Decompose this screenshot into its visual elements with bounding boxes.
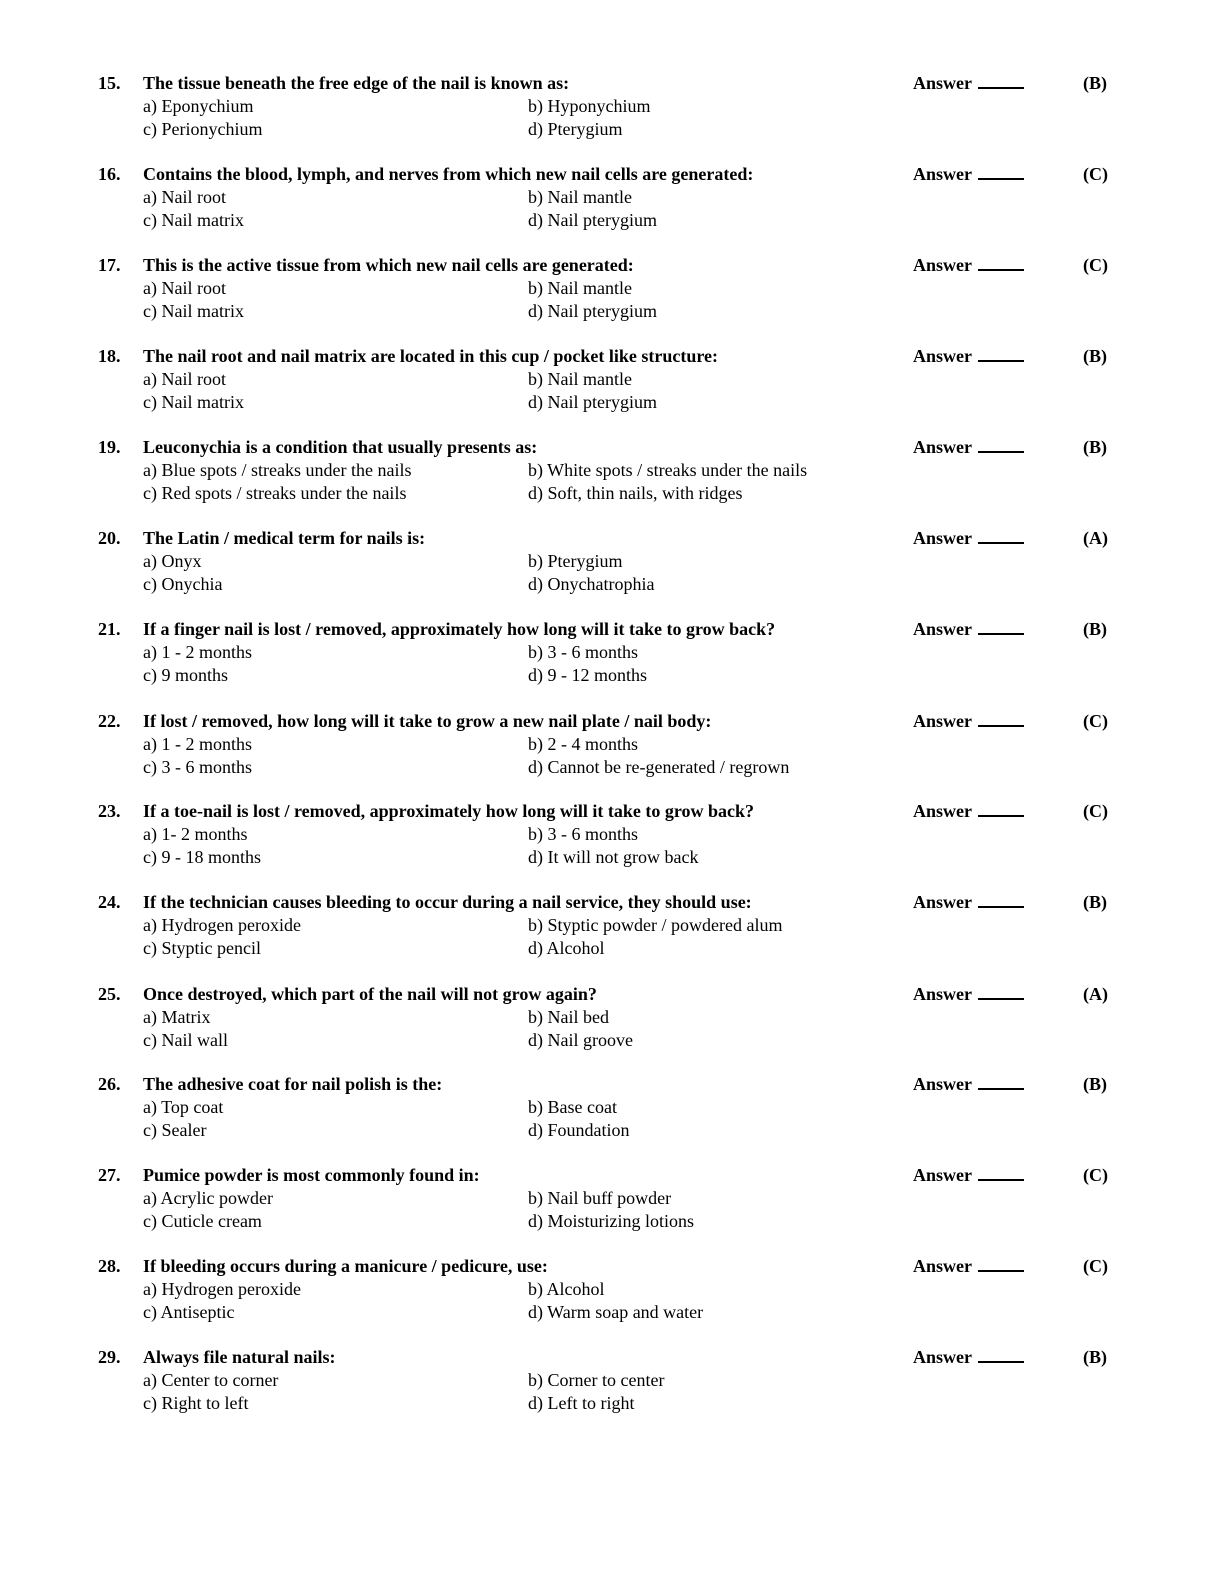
answer-key: (C) bbox=[1083, 801, 1108, 821]
answer-label: Answer bbox=[913, 619, 972, 639]
answer-key: (B) bbox=[1083, 619, 1107, 639]
question-text: The tissue beneath the free edge of the nail is known as: bbox=[143, 73, 570, 93]
question-number: 22. bbox=[98, 711, 121, 731]
question-text: Once destroyed, which part of the nail will not grow again? bbox=[143, 984, 597, 1004]
question-number: 19. bbox=[98, 437, 121, 457]
question-text: The Latin / medical term for nails is: bbox=[143, 528, 426, 548]
answer-label: Answer bbox=[913, 1347, 972, 1367]
answer-field[interactable] bbox=[913, 1073, 1024, 1096]
option-a: a) Hydrogen peroxide bbox=[143, 915, 301, 935]
answer-field[interactable] bbox=[913, 72, 1024, 95]
question-number: 18. bbox=[98, 346, 121, 366]
question-28 bbox=[0, 1255, 1224, 1327]
option-c: c) Right to left bbox=[143, 1393, 249, 1413]
option-b: b) Pterygium bbox=[528, 551, 623, 571]
answer-field[interactable] bbox=[913, 891, 1024, 914]
option-c: c) Nail wall bbox=[143, 1030, 228, 1050]
question-text: If a finger nail is lost / removed, approximately how long will it take to grow back? bbox=[143, 619, 776, 639]
answer-field[interactable] bbox=[913, 618, 1024, 641]
question-18 bbox=[0, 345, 1224, 417]
option-b: b) Nail buff powder bbox=[528, 1188, 672, 1208]
answer-label: Answer bbox=[913, 437, 972, 457]
question-number: 26. bbox=[98, 1074, 121, 1094]
question-text: The adhesive coat for nail polish is the: bbox=[143, 1074, 443, 1094]
question-27 bbox=[0, 1164, 1224, 1236]
answer-key: (C) bbox=[1083, 711, 1108, 731]
answer-blank[interactable] bbox=[978, 255, 1024, 271]
answer-key: (C) bbox=[1083, 1165, 1108, 1185]
option-a: a) Acrylic powder bbox=[143, 1188, 273, 1208]
option-a: a) 1- 2 months bbox=[143, 824, 248, 844]
option-a: a) Eponychium bbox=[143, 96, 254, 116]
question-number: 21. bbox=[98, 619, 121, 639]
answer-label: Answer bbox=[913, 892, 972, 912]
option-b: b) Corner to center bbox=[528, 1370, 665, 1390]
option-a: a) Nail root bbox=[143, 278, 226, 298]
option-b: b) 2 - 4 months bbox=[528, 734, 638, 754]
question-17 bbox=[0, 254, 1224, 326]
answer-field[interactable] bbox=[913, 800, 1024, 823]
answer-field[interactable] bbox=[913, 254, 1024, 277]
answer-label: Answer bbox=[913, 528, 972, 548]
option-a: a) Nail root bbox=[143, 187, 226, 207]
answer-blank[interactable] bbox=[978, 892, 1024, 908]
answer-field[interactable] bbox=[913, 345, 1024, 368]
answer-blank[interactable] bbox=[978, 1165, 1024, 1181]
option-c: c) 9 months bbox=[143, 665, 228, 685]
option-c: c) Red spots / streaks under the nails bbox=[143, 483, 407, 503]
answer-label: Answer bbox=[913, 984, 972, 1004]
answer-blank[interactable] bbox=[978, 73, 1024, 89]
question-23 bbox=[0, 800, 1224, 872]
answer-blank[interactable] bbox=[978, 619, 1024, 635]
answer-blank[interactable] bbox=[978, 801, 1024, 817]
question-number: 24. bbox=[98, 892, 121, 912]
question-text: Contains the blood, lymph, and nerves from which new nail cells are generated: bbox=[143, 164, 754, 184]
answer-key: (B) bbox=[1083, 346, 1107, 366]
answer-label: Answer bbox=[913, 1256, 972, 1276]
answer-blank[interactable] bbox=[978, 437, 1024, 453]
answer-label: Answer bbox=[913, 801, 972, 821]
question-text: The nail root and nail matrix are located in this cup / pocket like structure: bbox=[143, 346, 718, 366]
option-c: c) Onychia bbox=[143, 574, 223, 594]
option-b: b) 3 - 6 months bbox=[528, 824, 638, 844]
answer-blank[interactable] bbox=[978, 528, 1024, 544]
option-b: b) Base coat bbox=[528, 1097, 617, 1117]
question-29 bbox=[0, 1346, 1224, 1418]
option-d: d) Nail pterygium bbox=[528, 301, 657, 321]
answer-label: Answer bbox=[913, 346, 972, 366]
option-b: b) Nail bed bbox=[528, 1007, 609, 1027]
option-c: c) Nail matrix bbox=[143, 301, 244, 321]
option-b: b) Alcohol bbox=[528, 1279, 605, 1299]
question-number: 27. bbox=[98, 1165, 121, 1185]
answer-field[interactable] bbox=[913, 1164, 1024, 1187]
answer-key: (C) bbox=[1083, 164, 1108, 184]
answer-field[interactable] bbox=[913, 163, 1024, 186]
option-a: a) Top coat bbox=[143, 1097, 224, 1117]
answer-key: (B) bbox=[1083, 892, 1107, 912]
question-number: 16. bbox=[98, 164, 121, 184]
answer-field[interactable] bbox=[913, 710, 1024, 733]
question-20 bbox=[0, 527, 1224, 599]
option-d: d) Moisturizing lotions bbox=[528, 1211, 694, 1231]
option-d: d) Nail pterygium bbox=[528, 210, 657, 230]
question-text: This is the active tissue from which new nail cells are generated: bbox=[143, 255, 634, 275]
answer-key: (C) bbox=[1083, 1256, 1108, 1276]
answer-key: (B) bbox=[1083, 73, 1107, 93]
option-d: d) Left to right bbox=[528, 1393, 635, 1413]
answer-key: (B) bbox=[1083, 1074, 1107, 1094]
question-text: If bleeding occurs during a manicure / pedicure, use: bbox=[143, 1256, 548, 1276]
option-d: d) Nail groove bbox=[528, 1030, 633, 1050]
question-text: Leuconychia is a condition that usually presents as: bbox=[143, 437, 538, 457]
question-16 bbox=[0, 163, 1224, 235]
option-a: a) Nail root bbox=[143, 369, 226, 389]
answer-blank[interactable] bbox=[978, 711, 1024, 727]
question-number: 25. bbox=[98, 984, 121, 1004]
answer-blank[interactable] bbox=[978, 1074, 1024, 1090]
question-text: Pumice powder is most commonly found in: bbox=[143, 1165, 480, 1185]
answer-field[interactable] bbox=[913, 527, 1024, 550]
question-26 bbox=[0, 1073, 1224, 1145]
question-number: 15. bbox=[98, 73, 121, 93]
answer-blank[interactable] bbox=[978, 984, 1024, 1000]
option-c: c) 3 - 6 months bbox=[143, 757, 252, 777]
answer-key: (C) bbox=[1083, 255, 1108, 275]
answer-label: Answer bbox=[913, 711, 972, 731]
option-b: b) Nail mantle bbox=[528, 369, 632, 389]
option-b: b) Hyponychium bbox=[528, 96, 651, 116]
option-a: a) Center to corner bbox=[143, 1370, 279, 1390]
option-d: d) Cannot be re-generated / regrown bbox=[528, 757, 790, 777]
answer-field[interactable] bbox=[913, 1346, 1024, 1369]
option-b: b) White spots / streaks under the nails bbox=[528, 460, 808, 480]
answer-label: Answer bbox=[913, 1074, 972, 1094]
option-b: b) Nail mantle bbox=[528, 278, 632, 298]
option-d: d) 9 - 12 months bbox=[528, 665, 647, 685]
option-d: d) Soft, thin nails, with ridges bbox=[528, 483, 743, 503]
option-c: c) Cuticle cream bbox=[143, 1211, 262, 1231]
option-c: c) Nail matrix bbox=[143, 392, 244, 412]
option-c: c) Nail matrix bbox=[143, 210, 244, 230]
option-c: c) Sealer bbox=[143, 1120, 207, 1140]
option-b: b) 3 - 6 months bbox=[528, 642, 638, 662]
question-text: Always file natural nails: bbox=[143, 1347, 336, 1367]
answer-field[interactable] bbox=[913, 436, 1024, 459]
option-c: c) Styptic pencil bbox=[143, 938, 261, 958]
option-b: b) Styptic powder / powdered alum bbox=[528, 915, 783, 935]
option-d: d) Foundation bbox=[528, 1120, 630, 1140]
question-number: 29. bbox=[98, 1347, 121, 1367]
answer-key: (B) bbox=[1083, 437, 1107, 457]
answer-key: (B) bbox=[1083, 1347, 1107, 1367]
option-a: a) 1 - 2 months bbox=[143, 642, 252, 662]
question-number: 20. bbox=[98, 528, 121, 548]
option-d: d) Nail pterygium bbox=[528, 392, 657, 412]
answer-blank[interactable] bbox=[978, 1256, 1024, 1272]
answer-blank[interactable] bbox=[978, 346, 1024, 362]
option-d: d) It will not grow back bbox=[528, 847, 699, 867]
answer-field[interactable] bbox=[913, 983, 1024, 1006]
option-a: a) Blue spots / streaks under the nails bbox=[143, 460, 412, 480]
option-b: b) Nail mantle bbox=[528, 187, 632, 207]
answer-label: Answer bbox=[913, 1165, 972, 1185]
question-text: If lost / removed, how long will it take to grow a new nail plate / nail body: bbox=[143, 711, 712, 731]
question-text: If the technician causes bleeding to occur during a nail service, they should use: bbox=[143, 892, 752, 912]
question-15 bbox=[0, 72, 1224, 144]
question-number: 23. bbox=[98, 801, 121, 821]
answer-blank[interactable] bbox=[978, 1347, 1024, 1363]
option-a: a) Onyx bbox=[143, 551, 202, 571]
option-d: d) Warm soap and water bbox=[528, 1302, 704, 1322]
answer-key: (A) bbox=[1083, 984, 1108, 1004]
option-c: c) 9 - 18 months bbox=[143, 847, 261, 867]
option-a: a) 1 - 2 months bbox=[143, 734, 252, 754]
answer-blank[interactable] bbox=[978, 164, 1024, 180]
question-24 bbox=[0, 891, 1224, 963]
option-a: a) Hydrogen peroxide bbox=[143, 1279, 301, 1299]
question-19 bbox=[0, 436, 1224, 508]
option-c: c) Perionychium bbox=[143, 119, 263, 139]
answer-label: Answer bbox=[913, 73, 972, 93]
option-d: d) Pterygium bbox=[528, 119, 623, 139]
option-a: a) Matrix bbox=[143, 1007, 211, 1027]
option-c: c) Antiseptic bbox=[143, 1302, 235, 1322]
answer-label: Answer bbox=[913, 255, 972, 275]
question-text: If a toe-nail is lost / removed, approximately how long will it take to grow back? bbox=[143, 801, 754, 821]
question-22 bbox=[0, 710, 1224, 782]
answer-key: (A) bbox=[1083, 528, 1108, 548]
question-number: 17. bbox=[98, 255, 121, 275]
question-number: 28. bbox=[98, 1256, 121, 1276]
question-21 bbox=[0, 618, 1224, 690]
answer-label: Answer bbox=[913, 164, 972, 184]
option-d: d) Onychatrophia bbox=[528, 574, 655, 594]
option-d: d) Alcohol bbox=[528, 938, 605, 958]
question-25 bbox=[0, 983, 1224, 1055]
answer-field[interactable] bbox=[913, 1255, 1024, 1278]
